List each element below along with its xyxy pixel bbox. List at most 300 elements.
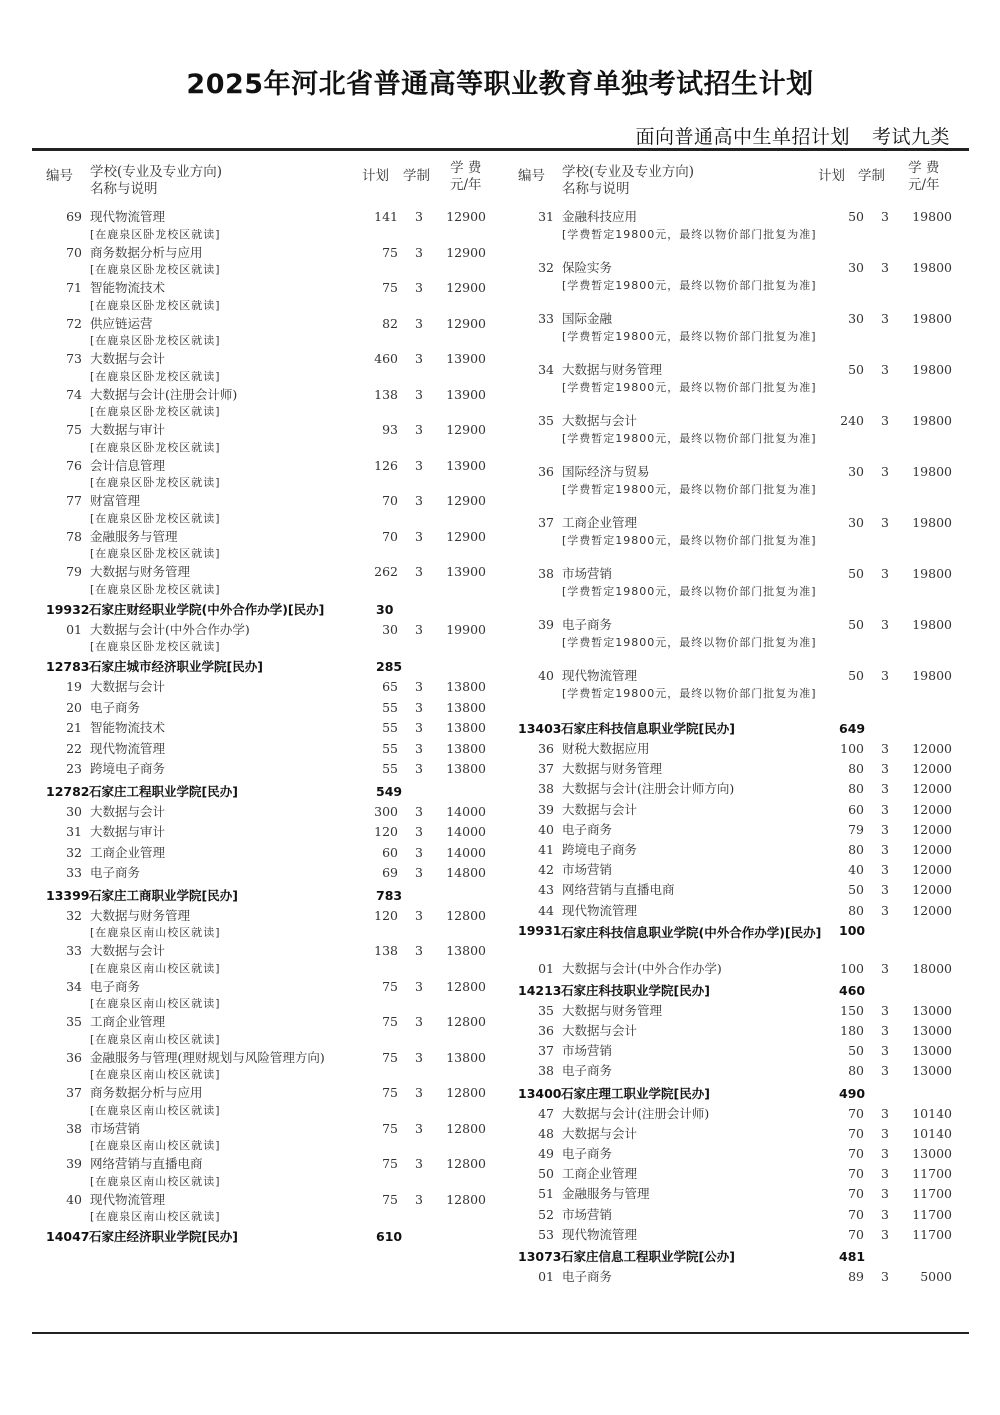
header-length: 学制 <box>403 168 430 184</box>
major-row <box>512 1022 962 1042</box>
major-row <box>512 1062 962 1082</box>
major-row <box>512 565 952 616</box>
major-code: 74 <box>66 386 82 402</box>
school-total-plan: 490 <box>839 1085 866 1101</box>
left-rows <box>40 208 502 1248</box>
school-name: 石家庄科技职业学院[民办] <box>561 982 710 998</box>
right-rows <box>512 208 962 1288</box>
major-plan: 80 <box>848 761 864 777</box>
major-fee: 12900 <box>446 315 486 331</box>
major-name: 跨境电子商务 <box>562 841 638 857</box>
school-total-plan: 285 <box>376 659 403 674</box>
major-length: 3 <box>881 1063 889 1079</box>
major-note: [学费暂定19800元，最终以物价部门批复为准] <box>562 329 817 343</box>
major-name: 电子商务 <box>562 1146 613 1161</box>
major-code: 36 <box>538 464 554 479</box>
major-fee: 13000 <box>912 1063 952 1079</box>
school-code: 12783 <box>46 659 90 674</box>
major-code: 51 <box>538 1186 554 1202</box>
major-length: 3 <box>881 566 889 581</box>
major-code: 38 <box>538 566 554 581</box>
major-name: 现代物流管理 <box>562 902 638 918</box>
major-plan: 262 <box>374 564 398 579</box>
major-row <box>512 740 962 760</box>
major-plan: 70 <box>848 1226 864 1242</box>
major-fee: 13900 <box>446 351 486 366</box>
major-row <box>40 1191 502 1227</box>
major-code: 32 <box>66 907 82 923</box>
major-code: 38 <box>538 1063 554 1079</box>
major-name: 财富管理 <box>90 493 141 508</box>
major-row <box>40 528 502 564</box>
school-row <box>512 1246 962 1268</box>
major-code: 39 <box>66 1156 82 1171</box>
major-plan: 100 <box>840 741 864 756</box>
major-length: 3 <box>881 821 889 837</box>
major-fee: 13000 <box>912 1043 952 1059</box>
major-code: 32 <box>66 844 82 860</box>
major-plan: 240 <box>840 413 864 428</box>
major-plan: 50 <box>848 566 864 581</box>
school-name: 石家庄经济职业学院[民办] <box>89 1229 238 1244</box>
major-note: [学费暂定19800元，最终以物价部门批复为准] <box>562 278 817 292</box>
major-fee: 12800 <box>446 1085 486 1100</box>
major-code: 48 <box>538 1125 554 1141</box>
major-name: 电子商务 <box>562 1268 613 1284</box>
major-code: 49 <box>538 1146 554 1161</box>
major-length: 3 <box>881 1146 889 1161</box>
major-name: 大数据与会计 <box>562 413 638 428</box>
major-length: 3 <box>415 1120 423 1136</box>
major-fee: 14000 <box>446 824 486 839</box>
major-note: [学费暂定19800元，最终以物价部门批复为准] <box>562 584 817 598</box>
major-row <box>40 978 502 1014</box>
major-note: [在鹿泉区南山校区就读] <box>90 1174 221 1188</box>
major-row <box>40 844 502 865</box>
major-fee: 19800 <box>912 617 952 632</box>
major-plan: 40 <box>848 862 864 878</box>
major-fee: 13800 <box>446 943 486 958</box>
major-fee: 13000 <box>912 1023 952 1039</box>
school-code: 19931 <box>518 922 562 938</box>
major-code: 31 <box>538 209 554 224</box>
major-plan: 30 <box>848 515 864 530</box>
major-row <box>40 208 502 244</box>
major-fee: 19800 <box>912 413 952 428</box>
major-row <box>512 1165 962 1185</box>
major-row <box>40 315 502 351</box>
major-note: [在鹿泉区卧龙校区就读] <box>90 640 221 653</box>
major-note: [学费暂定19800元，最终以物价部门批复为准] <box>562 635 817 649</box>
major-fee: 12900 <box>446 280 486 295</box>
major-code: 30 <box>66 803 82 819</box>
major-plan: 50 <box>848 362 864 377</box>
major-length: 3 <box>415 280 423 295</box>
major-row <box>512 1226 962 1246</box>
major-row <box>512 760 962 780</box>
major-note: [在鹿泉区卧龙校区就读] <box>90 582 221 596</box>
major-name: 智能物流技术 <box>90 720 166 735</box>
major-code: 37 <box>538 515 554 530</box>
major-name: 电子商务 <box>90 865 141 880</box>
major-code: 34 <box>538 362 554 377</box>
major-name: 工商企业管理 <box>90 1014 166 1029</box>
major-name: 大数据与审计 <box>90 824 166 839</box>
major-length: 3 <box>881 781 889 797</box>
header-fee-line2: 元/年 <box>908 177 940 193</box>
major-fee: 19800 <box>912 668 952 683</box>
major-code: 33 <box>538 311 554 326</box>
major-plan: 75 <box>382 1049 398 1065</box>
major-fee: 5000 <box>920 1268 952 1284</box>
major-row <box>512 861 962 881</box>
major-length: 3 <box>881 741 889 756</box>
major-row <box>512 463 952 514</box>
major-name: 智能物流技术 <box>90 280 166 295</box>
major-plan: 75 <box>382 978 398 994</box>
major-code: 44 <box>538 902 554 918</box>
major-note: [在鹿泉区南山校区就读] <box>90 926 221 939</box>
major-note: [在鹿泉区南山校区就读] <box>90 1139 221 1152</box>
major-row <box>512 881 962 901</box>
major-name: 大数据与财务管理 <box>90 907 191 923</box>
major-length: 3 <box>881 1043 889 1059</box>
major-name: 电子商务 <box>562 1063 613 1079</box>
major-length: 3 <box>415 1014 423 1029</box>
major-length: 3 <box>415 943 423 958</box>
major-code: 71 <box>66 280 82 295</box>
major-plan: 80 <box>848 781 864 797</box>
major-name: 网络营销与直播电商 <box>90 1156 203 1171</box>
school-row <box>40 1226 502 1248</box>
major-fee: 13800 <box>446 740 486 756</box>
major-code: 01 <box>66 621 82 637</box>
major-plan: 70 <box>848 1186 864 1202</box>
major-name: 供应链运营 <box>90 315 153 331</box>
major-row <box>512 902 962 922</box>
school-row <box>512 718 962 740</box>
header-fee-line1: 学 费 <box>908 160 940 176</box>
major-fee: 11700 <box>912 1166 952 1182</box>
major-name: 大数据与会计(中外合作办学) <box>90 621 250 637</box>
school-total-plan: 549 <box>376 783 403 799</box>
major-length: 3 <box>881 902 889 918</box>
major-row <box>40 699 502 720</box>
major-length: 3 <box>415 621 423 637</box>
major-fee: 19800 <box>912 260 952 275</box>
right-column <box>512 160 962 1288</box>
major-fee: 12800 <box>446 1191 486 1207</box>
major-note: [学费暂定19800元，最终以物价部门批复为准] <box>562 431 817 445</box>
major-row <box>512 960 962 980</box>
school-code: 14047 <box>46 1229 90 1244</box>
major-plan: 55 <box>382 720 398 735</box>
major-length: 3 <box>881 209 889 224</box>
major-code: 72 <box>66 315 82 331</box>
major-length: 3 <box>415 351 423 366</box>
major-note: [在鹿泉区南山校区就读] <box>90 1103 221 1117</box>
major-fee: 11700 <box>912 1186 952 1202</box>
major-length: 3 <box>881 801 889 817</box>
major-plan: 79 <box>848 821 864 837</box>
major-length: 3 <box>881 362 889 377</box>
major-code: 42 <box>538 862 554 878</box>
major-name: 大数据与会计 <box>90 351 166 366</box>
major-row <box>512 667 952 718</box>
major-name: 商务数据分析与应用 <box>90 1085 203 1100</box>
major-length: 3 <box>415 564 423 579</box>
school-row <box>40 599 502 621</box>
major-plan: 138 <box>374 386 398 402</box>
major-fee: 13800 <box>446 699 486 715</box>
major-row <box>40 492 502 528</box>
major-code: 35 <box>538 1002 554 1018</box>
major-row <box>40 1013 502 1049</box>
major-name: 大数据与财务管理 <box>562 761 663 777</box>
major-code: 50 <box>538 1166 554 1182</box>
major-row <box>512 1145 962 1165</box>
major-code: 19 <box>66 679 82 694</box>
major-name: 大数据与会计(注册会计师方向) <box>562 781 735 797</box>
major-plan: 50 <box>848 209 864 224</box>
major-code: 39 <box>538 801 554 817</box>
major-length: 3 <box>415 761 423 776</box>
major-plan: 300 <box>374 803 398 819</box>
major-note: [在鹿泉区卧龙校区就读] <box>90 298 221 312</box>
major-name: 大数据与会计(中外合作办学) <box>562 960 722 976</box>
major-row <box>512 1268 962 1288</box>
school-total-plan: 481 <box>839 1248 866 1264</box>
header-name-line1: 学校(专业及专业方向) <box>562 164 695 180</box>
major-row <box>40 740 502 761</box>
major-name: 现代物流管理 <box>562 1226 638 1242</box>
major-plan: 55 <box>382 699 398 715</box>
major-note: [在鹿泉区南山校区就读] <box>90 1068 221 1081</box>
major-fee: 13900 <box>446 457 486 473</box>
major-row <box>40 279 502 315</box>
major-plan: 120 <box>374 824 398 839</box>
major-row <box>512 310 952 361</box>
header-name-line2: 名称与说明 <box>90 181 158 197</box>
header-fee <box>450 160 482 194</box>
major-note: [在鹿泉区卧龙校区就读] <box>90 405 221 418</box>
major-name: 大数据与会计 <box>562 1023 638 1039</box>
major-length: 3 <box>881 260 889 275</box>
major-note: [在鹿泉区南山校区就读] <box>90 1210 221 1223</box>
major-plan: 30 <box>848 311 864 326</box>
major-name: 电子商务 <box>562 821 613 837</box>
header-name <box>562 164 694 198</box>
school-code: 13073 <box>518 1248 562 1264</box>
major-plan: 70 <box>848 1105 864 1121</box>
major-fee: 14800 <box>446 865 486 880</box>
school-code: 13403 <box>518 721 562 736</box>
school-row <box>512 1083 962 1105</box>
major-length: 3 <box>415 679 423 694</box>
major-length: 3 <box>881 1105 889 1121</box>
major-plan: 80 <box>848 841 864 857</box>
major-name: 金融服务与管理 <box>562 1186 650 1202</box>
major-row <box>512 1042 962 1062</box>
major-plan: 75 <box>382 1014 398 1029</box>
major-note: [在鹿泉区卧龙校区就读] <box>90 440 221 454</box>
column-header <box>40 160 502 208</box>
school-code: 13400 <box>518 1085 562 1101</box>
major-row <box>40 907 502 943</box>
major-length: 3 <box>415 1156 423 1171</box>
major-note: [在鹿泉区卧龙校区就读] <box>90 334 221 347</box>
major-name: 会计信息管理 <box>90 457 166 473</box>
major-name: 电子商务 <box>90 699 141 715</box>
document-subtitle <box>635 122 950 149</box>
major-name: 大数据与财务管理 <box>90 564 191 579</box>
top-rule-divider <box>32 148 969 151</box>
major-fee: 10140 <box>912 1105 952 1121</box>
major-length: 3 <box>881 1023 889 1039</box>
major-length: 3 <box>881 464 889 479</box>
major-code: 47 <box>538 1105 554 1121</box>
header-name <box>90 164 222 198</box>
major-length: 3 <box>415 844 423 860</box>
major-code: 37 <box>66 1085 82 1100</box>
header-name-line1: 学校(专业及专业方向) <box>90 164 223 180</box>
major-code: 35 <box>66 1014 82 1029</box>
major-row <box>40 678 502 699</box>
major-row <box>512 1125 962 1145</box>
major-name: 大数据与会计 <box>90 943 166 958</box>
header-fee-line2: 元/年 <box>450 177 482 193</box>
major-note: [在鹿泉区卧龙校区就读] <box>90 476 221 489</box>
major-fee: 12000 <box>912 902 952 918</box>
major-code: 33 <box>66 943 82 958</box>
major-row <box>40 421 502 457</box>
major-row <box>40 457 502 493</box>
document-title: 2025年河北省普通高等职业教育单独考试招生计划 <box>186 69 814 100</box>
major-plan: 180 <box>840 1023 864 1039</box>
major-length: 3 <box>881 761 889 777</box>
major-length: 3 <box>415 422 423 437</box>
major-code: 40 <box>66 1191 82 1207</box>
major-name: 国际金融 <box>562 311 613 326</box>
major-length: 3 <box>415 699 423 715</box>
major-length: 3 <box>881 1206 889 1222</box>
school-code: 13399 <box>46 887 90 903</box>
major-row <box>40 563 502 599</box>
major-length: 3 <box>881 617 889 632</box>
major-plan: 50 <box>848 882 864 898</box>
major-plan: 141 <box>374 209 398 224</box>
school-total-plan: 460 <box>839 982 866 998</box>
major-code: 21 <box>66 720 82 735</box>
major-name: 大数据与会计(注册会计师) <box>90 386 238 402</box>
major-note: [在鹿泉区卧龙校区就读] <box>90 227 221 241</box>
major-fee: 12900 <box>446 209 486 224</box>
school-row <box>512 980 962 1002</box>
major-plan: 55 <box>382 761 398 776</box>
major-code: 36 <box>538 1023 554 1039</box>
major-fee: 12900 <box>446 422 486 437</box>
major-length: 3 <box>881 515 889 530</box>
major-code: 38 <box>66 1120 82 1136</box>
major-plan: 55 <box>382 740 398 756</box>
major-code: 31 <box>66 824 82 839</box>
major-name: 现代物流管理 <box>562 668 638 683</box>
major-row <box>512 1206 962 1226</box>
major-plan: 70 <box>848 1125 864 1141</box>
major-length: 3 <box>415 1191 423 1207</box>
major-code: 34 <box>66 978 82 994</box>
major-fee: 11700 <box>912 1226 952 1242</box>
major-code: 79 <box>66 564 82 579</box>
major-length: 3 <box>415 740 423 756</box>
major-fee: 12800 <box>446 1014 486 1029</box>
major-plan: 460 <box>374 351 398 366</box>
major-row <box>40 942 502 978</box>
major-plan: 82 <box>382 315 398 331</box>
major-row <box>40 719 502 740</box>
major-fee: 19800 <box>912 566 952 581</box>
major-fee: 19900 <box>446 621 486 637</box>
major-row <box>512 259 952 310</box>
major-fee: 19800 <box>912 464 952 479</box>
major-name: 网络营销与直播电商 <box>562 882 675 898</box>
major-plan: 50 <box>848 617 864 632</box>
major-fee: 12900 <box>446 244 486 260</box>
major-fee: 13800 <box>446 761 486 776</box>
major-code: 37 <box>538 761 554 777</box>
header-code: 编号 <box>518 168 545 184</box>
major-row <box>40 1084 502 1120</box>
major-code: 41 <box>538 841 554 857</box>
header-code: 编号 <box>46 168 73 184</box>
major-name: 市场营销 <box>562 1043 613 1059</box>
major-fee: 12800 <box>446 978 486 994</box>
major-plan: 50 <box>848 1043 864 1059</box>
major-fee: 13000 <box>912 1146 952 1161</box>
major-length: 3 <box>415 209 423 224</box>
major-row <box>512 616 952 667</box>
school-name: 石家庄科技信息职业学院(中外合作办学)[民办] <box>561 924 822 940</box>
school-row <box>512 922 962 960</box>
major-plan: 30 <box>848 260 864 275</box>
major-name: 金融科技应用 <box>562 209 638 224</box>
major-code: 69 <box>66 209 82 224</box>
major-plan: 80 <box>848 902 864 918</box>
major-fee: 12800 <box>446 1120 486 1136</box>
major-length: 3 <box>881 960 889 976</box>
major-fee: 19800 <box>912 311 952 326</box>
major-note: [在鹿泉区南山校区就读] <box>90 997 221 1010</box>
major-name: 现代物流管理 <box>90 1191 166 1207</box>
major-name: 市场营销 <box>562 1206 613 1222</box>
major-fee: 19800 <box>912 362 952 377</box>
major-fee: 13000 <box>912 1002 952 1018</box>
major-name: 大数据与审计 <box>90 422 166 437</box>
major-fee: 12900 <box>446 528 486 544</box>
major-row <box>40 1120 502 1156</box>
major-code: 40 <box>538 821 554 837</box>
major-name: 大数据与财务管理 <box>562 362 663 377</box>
major-plan: 80 <box>848 1063 864 1079</box>
major-row <box>40 244 502 280</box>
major-plan: 75 <box>382 280 398 295</box>
major-note: [学费暂定19800元，最终以物价部门批复为准] <box>562 227 817 241</box>
school-name: 石家庄财经职业学院(中外合作办学)[民办] <box>89 601 325 617</box>
major-row <box>40 803 502 824</box>
school-row <box>40 885 502 907</box>
major-code: 75 <box>66 422 82 437</box>
major-row <box>512 841 962 861</box>
